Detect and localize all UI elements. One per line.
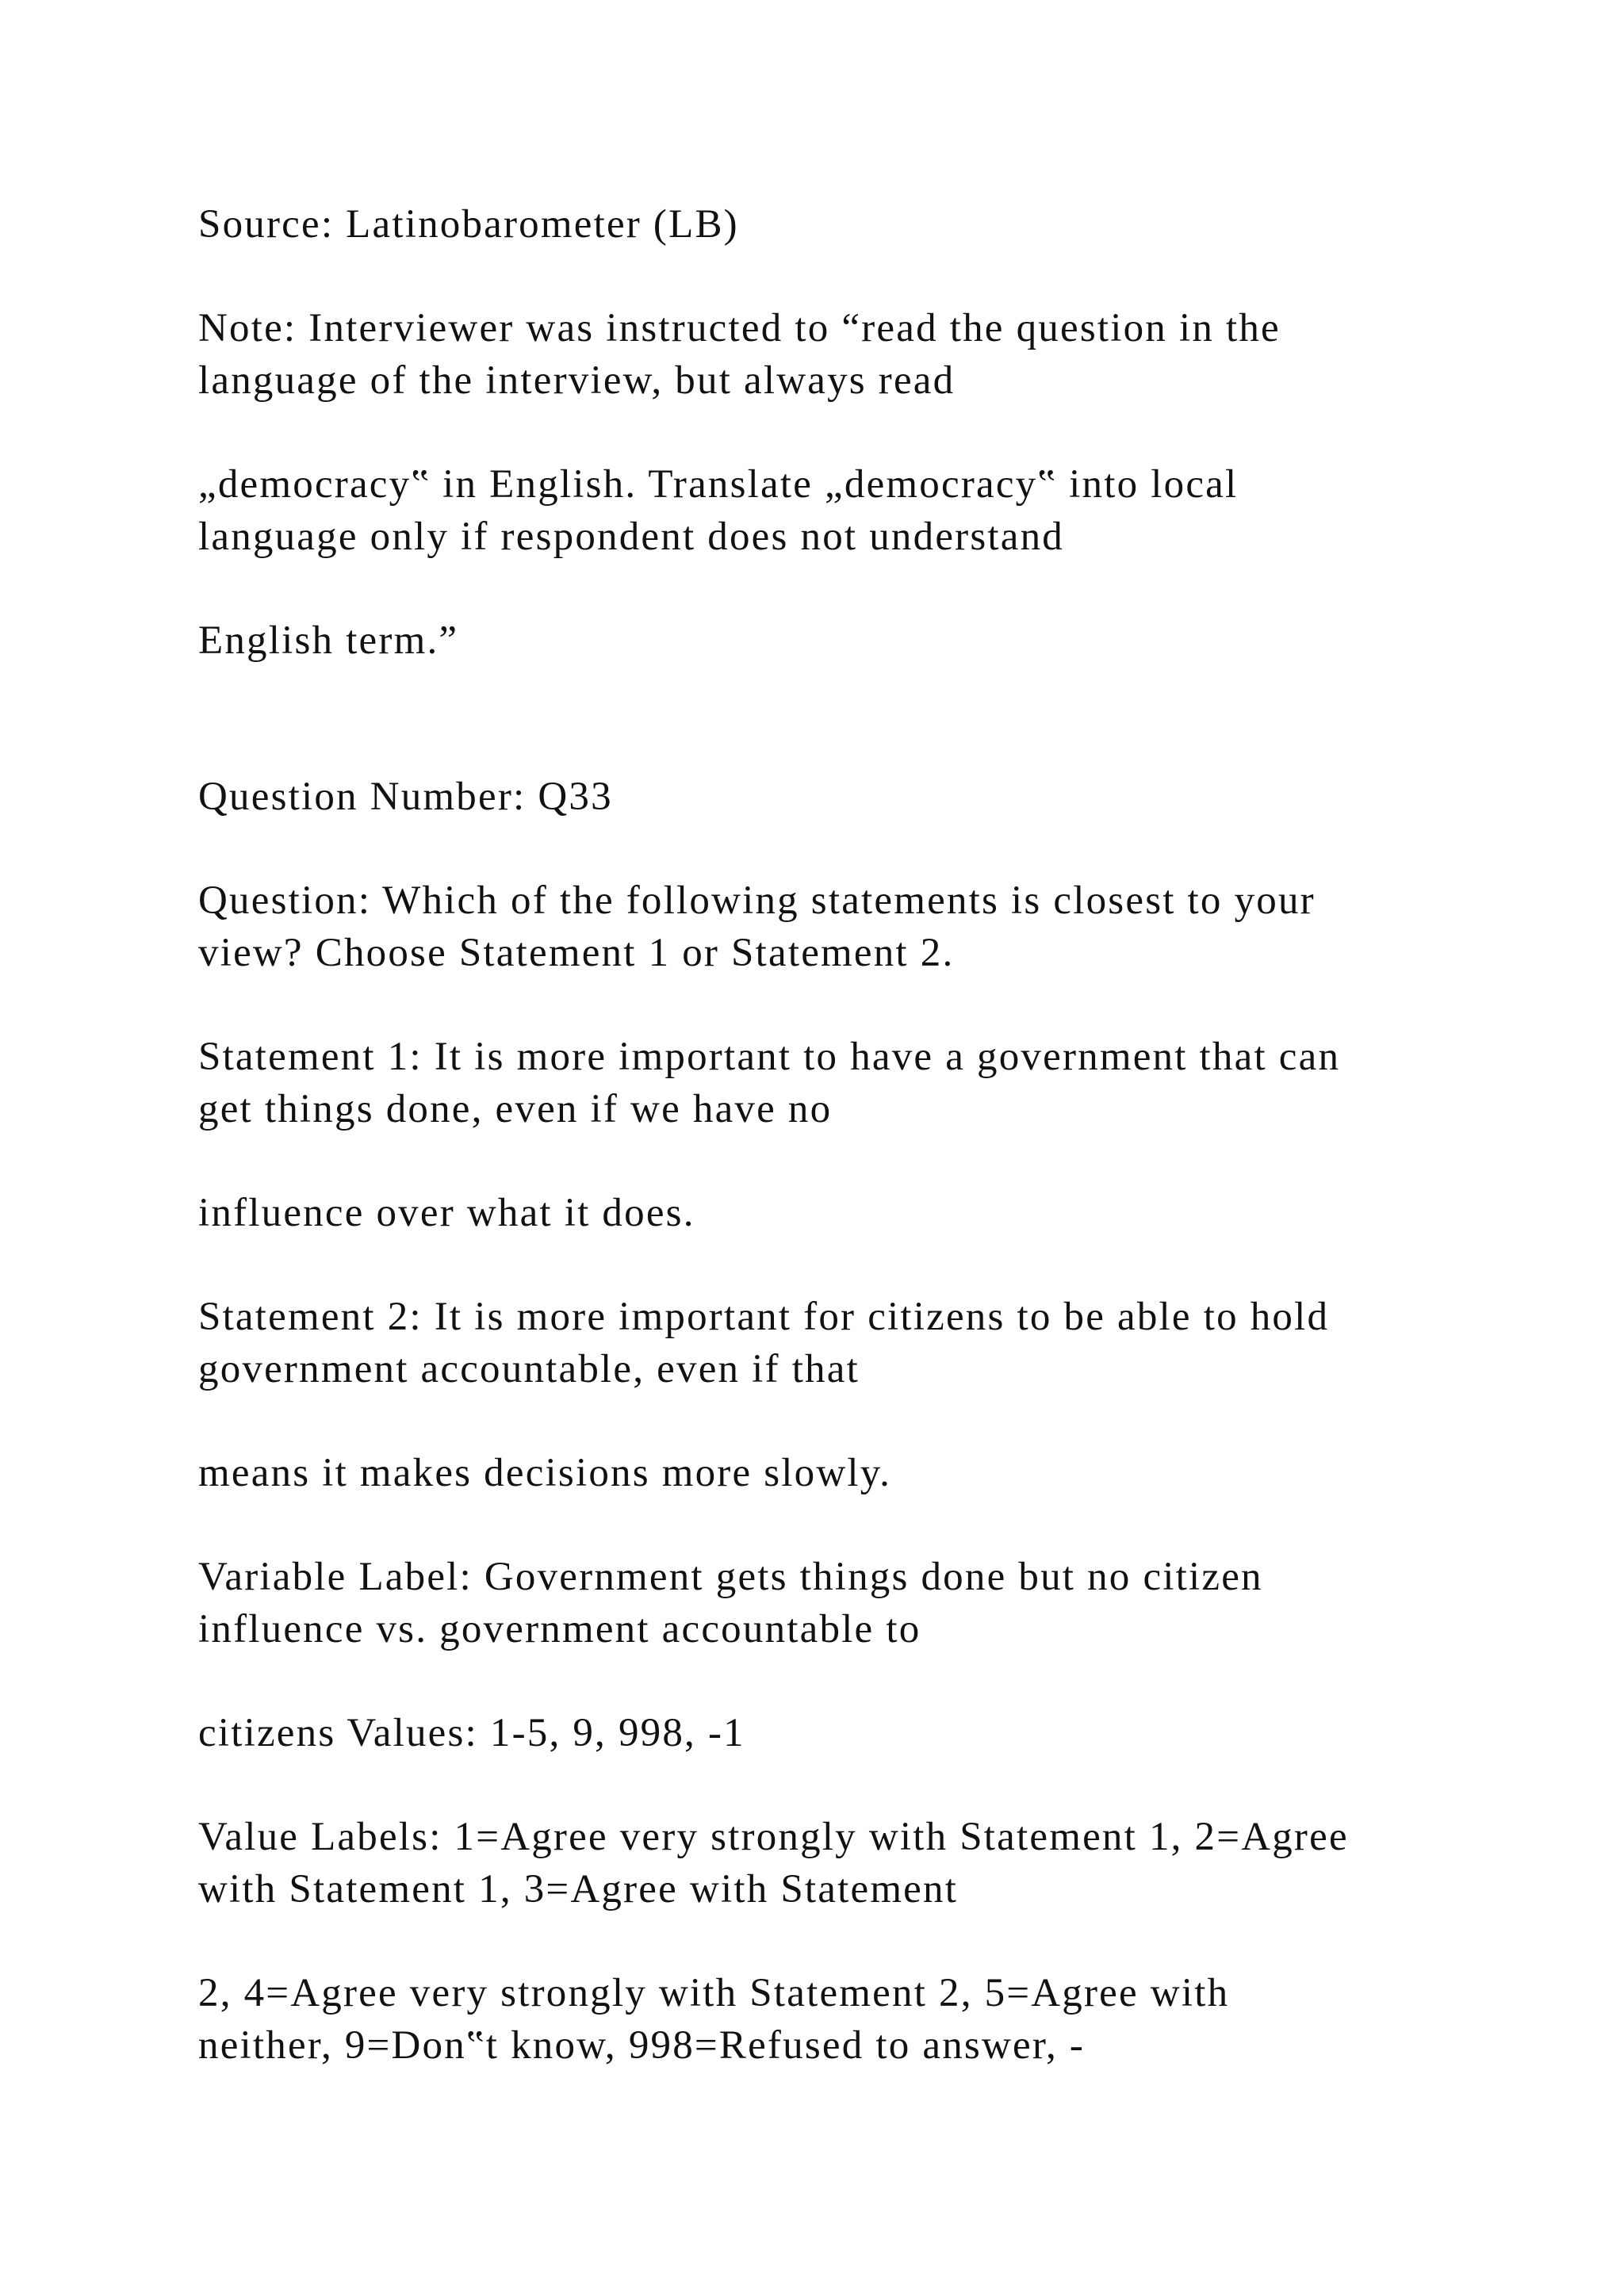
note-line-2: language of the interview, but always read [198,358,956,403]
note-line-4: language only if respondent does not understand [198,515,1064,559]
value-labels-line-3: 2, 4=Agree very strongly with Statement 2, 5=Agree with [198,1971,1230,2015]
note-line-5: English term.” [198,618,459,663]
statement-1-line-1: Statement 1: It is more important to have a government that can [198,1035,1341,1079]
variable-values-line: citizens Values: 1-5, 9, 998, -1 [198,1711,745,1755]
question-number: Question Number: Q33 [198,775,613,819]
value-labels-line-1: Value Labels: 1=Agree very strongly with Statement 1, 2=Agree [198,1815,1349,1859]
question-line-1: Question: Which of the following statements is closest to your [198,878,1316,923]
variable-label-line-1: Variable Label: Government gets things done but no citizen [198,1555,1263,1599]
statement-1-line-3: influence over what it does. [198,1191,695,1235]
statement-2-line-2: government accountable, even if that [198,1347,860,1391]
value-labels-line-2: with Statement 1, 3=Agree with Statement [198,1867,959,1911]
statement-2-line-3: means it makes decisions more slowly. [198,1451,892,1495]
note-line-3: „democracy‟ in English. Translate „democracy‟ into local [198,462,1239,507]
question-line-2: view? Choose Statement 1 or Statement 2. [198,931,955,975]
note-line-1: Note: Interviewer was instructed to “read the question in the [198,306,1281,350]
variable-label-line-2: influence vs. government accountable to [198,1607,921,1651]
statement-2-line-1: Statement 2: It is more important for citizens to be able to hold [198,1295,1330,1339]
source-line: Source: Latinobarometer (LB) [198,202,739,247]
value-labels-line-4: neither, 9=Don‟t know, 998=Refused to answer, - [198,2023,1086,2068]
statement-1-line-2: get things done, even if we have no [198,1087,833,1131]
